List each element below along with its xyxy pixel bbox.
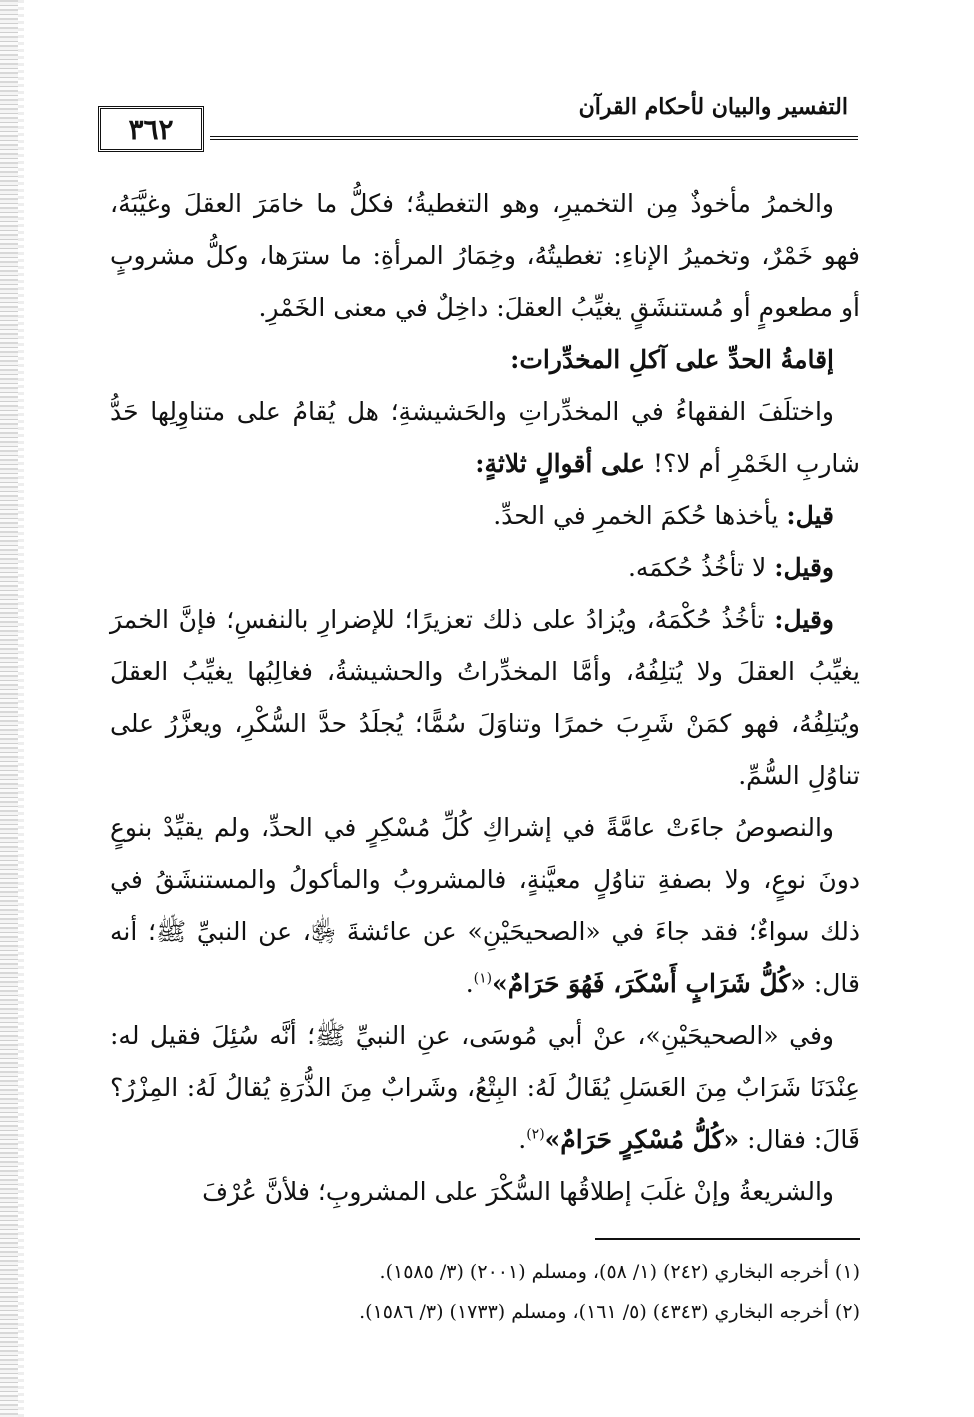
paragraph-abu-musa: وفي «الصحيحَيْنِ»، عنْ أبي مُوسَى، عنِ النبيِّ ﷺ؛ أنَّه سُئِلَ فقيل له: عِنْدَنَا شَرَابٌ مِنَ العَسَلِ يُقَالُ لَهُ: البِتْعُ، وشَرابٌ مِنَ الذُّرَةِ يُقالُ لَهُ: المِزْرُ؟ قَالَ: فقال: «كُلُّ مُسْكِرٍ حَرَامٌ»$^{(٢)}$. bbox=[110, 1021, 860, 1154]
opinion-3-text: تأخُذُ حُكْمَهُ، ويُزادُ على ذلك تعزيرًا؛ للإضرارِ بالنفسِ؛ فإنَّ الخمرَ يغيِّبُ العقلَ ولا يُتلِفُهُ، وأمَّا المخدِّراتُ والحشيشةُ، فغالِبُها يغيِّبُ العقلَ ويُتلِفُهُ، فهو كمَنْ شَرِبَ خمرًا وتناوَلَ سُمًّا؛ يُجلَدُ حدَّ السُّكْرِ، ويعزَّرُ على تناوُلِ السُّمِّ. bbox=[110, 605, 860, 790]
footnote-2: (٢) أخرجه البخاري (٤٣٤٣) (٥/ ١٦١)، ومسلم (١٧٣٣) (٣/ ١٥٨٦). bbox=[359, 1301, 860, 1323]
scan-edge-inner bbox=[18, 0, 24, 1417]
footnote-separator bbox=[595, 1238, 860, 1240]
opinion-1-text: يأخذها حُكمَ الخمرِ في الحدِّ. bbox=[493, 501, 779, 530]
header-rule bbox=[210, 136, 858, 140]
footnote-1: (١) أخرجه البخاري (٢٤٢) (١/ ٥٨)، ومسلم (٢٠٠١) (٣/ ١٥٨٥). bbox=[379, 1261, 860, 1283]
texts-body: والنصوصُ جاءَتْ عامَّةً في إشراكِ كُلِّ مُسْكِرٍ في الحدِّ، ولم يقيِّدْ بنوعٍ دونَ نوعٍ، ولا بصفةِ تناوُلٍ معيَّنةٍ، فالمشروبُ والمأكولُ والمستنشَقُ في ذلك سواءٌ؛ فقد جاءَ في «الصحيحَيْنِ» عن عائشةَ ﵂، عن النبيِّ ﷺ؛ أنه قال: bbox=[110, 813, 860, 998]
opinion-2-label: وقيل: bbox=[774, 553, 834, 582]
opinion-2 bbox=[110, 542, 860, 594]
hadith-quote-1: «كُلُّ شَرَابٍ أَسْكَرَ، فَهُوَ حَرَامٌ» bbox=[492, 969, 806, 998]
paragraph-texts: والنصوصُ جاءَتْ عامَّةً في إشراكِ كُلِّ مُسْكِرٍ في الحدِّ، ولم يقيِّدْ بنوعٍ دونَ نوعٍ، ولا بصفةِ تناوُلٍ معيَّنةٍ، فالمشروبُ والمأكولُ والمستنشَقُ في ذلك سواءٌ؛ فقد جاءَ في «الصحيحَيْنِ» عن عائشةَ ﵂، عن النبيِّ ﷺ؛ أنه قال: «كُلُّ شَرَابٍ أَسْكَرَ، فَهُوَ حَرَامٌ»$^{(١)}$. bbox=[110, 813, 860, 998]
opinion-1 bbox=[110, 490, 860, 542]
paragraph-definition: والخمرُ مأخوذٌ مِن التخميرِ، وهو التغطيةُ؛ فكلُّ ما خامَرَ العقلَ وغيَّبَهُ، فهو خَمْرٌ، وتخميرُ الإناءِ: تغطيتُهُ، وخِمَارُ المرأةِ: ما سترَها، وكلُّ مشروبٍ أو مطعومٍ أو مُستنشَقٍ يغيِّبُ العقلَ: داخِلٌ في معنى الخَمْرِ. bbox=[110, 189, 860, 322]
footnote-ref-1: (١) bbox=[473, 970, 493, 987]
page-number: ٣٦٢ bbox=[98, 106, 204, 152]
opinion-3-label: وقيل: bbox=[774, 605, 834, 634]
disagreement-text: واختلَفَ الفقهاءُ في المخدِّراتِ والحَشيشةِ؛ هل يُقامُ على متناوِلِها حَدُّ شاربِ الخَمْرِ أم لا؟! bbox=[110, 397, 860, 478]
paragraph-disagreement bbox=[110, 386, 860, 490]
page-header bbox=[98, 92, 858, 162]
three-opinions-label: على أقوالٍ ثلاثةٍ: bbox=[475, 449, 646, 478]
footnote-ref-2: (٢) bbox=[526, 1126, 545, 1143]
opinion-1-label: قيل: bbox=[786, 501, 834, 530]
paragraph-sharia: والشريعةُ وإنْ غلَبَ إطلاقُها السُّكْرَ على المشروبِ؛ فلأنَّ عُرْفَ bbox=[202, 1177, 834, 1206]
abu-musa-body: وفي «الصحيحَيْنِ»، عنْ أبي مُوسَى، عنِ النبيِّ ﷺ؛ أنَّه سُئِلَ فقيل له: عِنْدَنَا شَرَابٌ مِنَ العَسَلِ يُقَالُ لَهُ: البِتْعُ، وشَرابٌ مِنَ الذُّرَةِ يُقالُ لَهُ: المِزْرُ؟ قَالَ: فقال: bbox=[110, 1021, 860, 1154]
opinion-2-text: لا تأخُذُ حُكمَه. bbox=[627, 553, 767, 582]
scan-edge bbox=[0, 0, 18, 1417]
opinion-3 bbox=[110, 594, 860, 802]
footnotes bbox=[110, 1252, 860, 1332]
section-heading: إقامةُ الحدِّ على آكلِ المخدِّرات: bbox=[510, 345, 834, 374]
page-body bbox=[110, 178, 860, 1218]
running-title: التفسير والبيان لأحكام القرآن bbox=[578, 94, 848, 120]
hadith-quote-2: «كُلُّ مُسْكِرٍ حَرَامٌ» bbox=[544, 1125, 740, 1154]
